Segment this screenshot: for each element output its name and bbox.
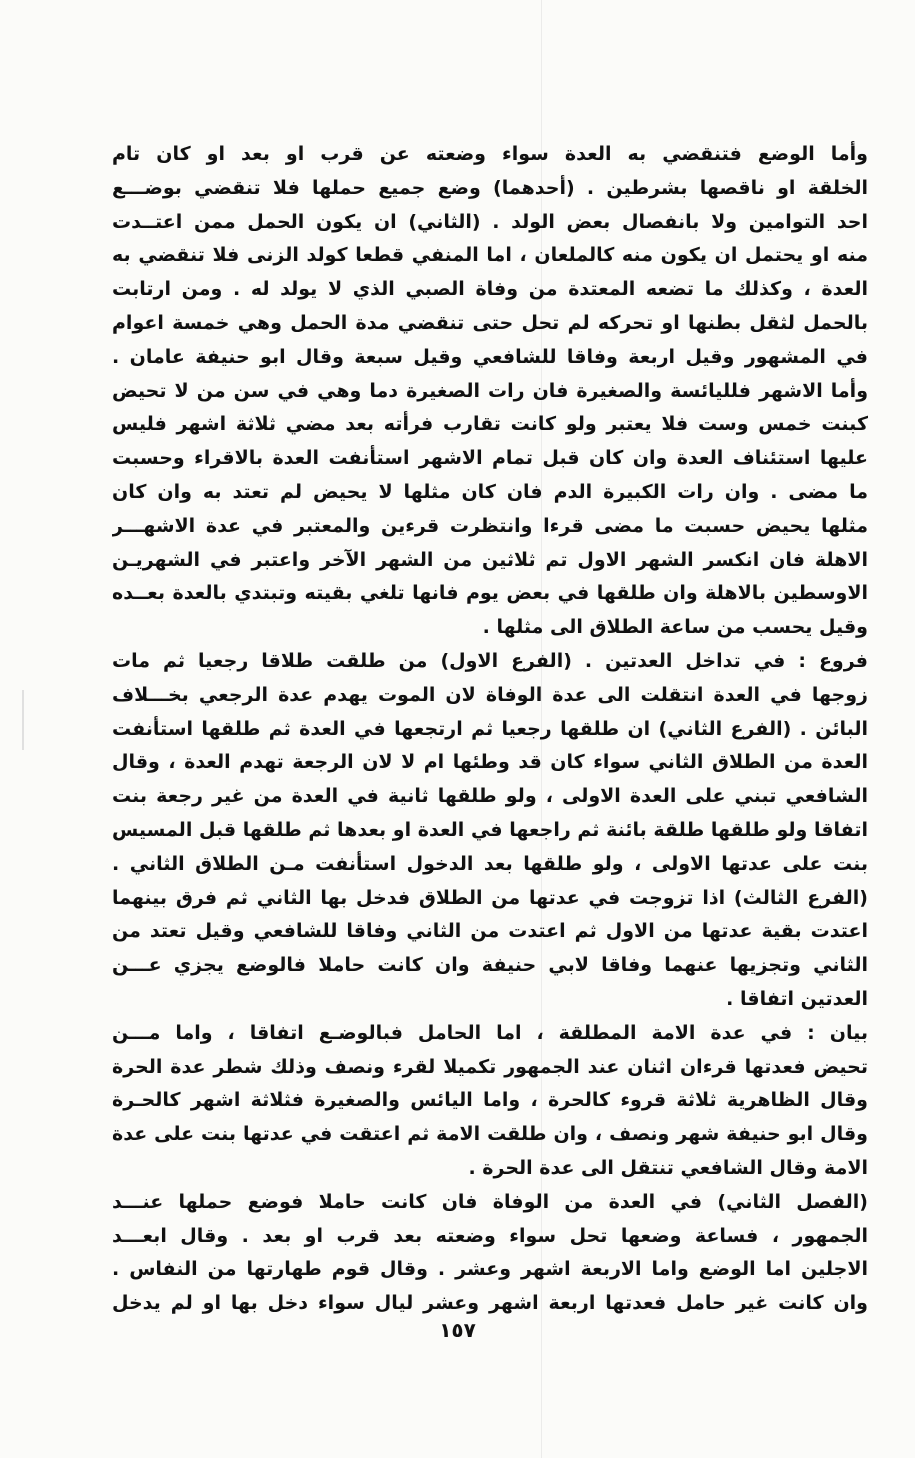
- text-line: وأما الوضع فتنقضي به العدة سواء وضعته عن قرب او بعد او كان تام: [112, 143, 868, 165]
- text-line: كبنت خمس وست فلا يعتبر ولو كانت تقارب فرأته بعد مضي ثلاثة اشهر فليس: [112, 413, 868, 436]
- text-line: اتفاقا ولو طلقها طلقة بائنة ثم راجعها في العدة او بعدها ثم طلقها قبل المسيس: [112, 818, 868, 841]
- text-line: الثاني وتجزيها عنهما وفاقا لابي حنيفة وان كانت حاملا فالوضع يجزي عـــن: [112, 954, 868, 977]
- text-line: العدتين اتفاقا .: [726, 987, 868, 1010]
- text-line: وقال ابو حنيفة شهر ونصف ، وان طلقت الامة ثم اعتقت في عدتها بنت على عدة: [112, 1123, 868, 1146]
- text-line: بنت على عدتها الاولى ، ولو طلقها بعد الدخول استأنفت مـن الطلاق الثاني .: [112, 852, 868, 875]
- text-line: اعتدت بقية عدتها من الاول ثم اعتدت من الثاني وفاقا للشافعي وقيل تعتد من: [112, 920, 868, 943]
- text-line: تحيض فعدتها قرءان اثنان عند الجمهور تكميلا لقرء ونصف وذلك شطر عدة الحرة: [112, 1055, 868, 1078]
- text-line: الاجلين اما الوضع واما الاربعة اشهر وعشر . وقال قوم طهارتها من النفاس .: [112, 1258, 868, 1281]
- page-number: ١٥٧: [439, 1318, 476, 1342]
- text-line: (الفرع الثالث) اذا تزوجت في عدتها من الطلاق فدخل بها الثاني ثم فرق بينهما: [112, 886, 868, 909]
- text-line: الاهلة فان انكسر الشهر الاول تم ثلاثين من الشهر الآخر واعتبر في الشهريـن: [112, 548, 868, 571]
- text-line: الشافعي تبني على العدة الاولى ، ولو طلقها ثانية في العدة من غير رجعة بنت: [112, 785, 868, 808]
- text-line: الامة وقال الشافعي تنتقل الى عدة الحرة .: [468, 1156, 868, 1179]
- text-line: وان كانت غير حامل فعدتها اربعة اشهر وعشر ليال سواء دخل بها او لم يدخل: [112, 1292, 868, 1315]
- text-line: وأما الاشهر فلليائسة والصغيرة فان رات الصغيرة دما وهي في سن من لا تحيض: [112, 379, 868, 402]
- text-line: زوجها في العدة انتقلت الى عدة الوفاة لان الموت يهدم عدة الرجعي بخـــلاف: [112, 683, 868, 706]
- text-line: الجمهور ، فساعة وضعها تحل سواء وضعته بعد قرب او بعد . وقال ابعـــد: [112, 1224, 868, 1247]
- text-line: بيان : في عدة الامة المطلقة ، اما الحامل فبالوضـع اتفاقا ، واما مـــن: [112, 1021, 868, 1044]
- text-line: الخلقة او ناقصها بشرطين . (أحدهما) وضع جميع حملها فلا تنقضي بوضـــع: [112, 176, 868, 199]
- scan-edge-mark: [22, 690, 24, 750]
- text-line: وقال الظاهرية ثلاثة قروء كالحرة ، واما اليائس والصغيرة فثلاثة اشهر كالحـرة: [112, 1089, 868, 1112]
- text-line: (الفصل الثاني) في العدة من الوفاة فان كانت حاملا فوضع حملها عنـــد: [112, 1190, 868, 1213]
- text-line: عليها استئناف العدة وان كان قبل تمام الاشهر استأنفت العدة بالاقراء وحسبت: [112, 447, 868, 470]
- text-line: الاوسطين بالاهلة وان طلقها في بعض يوم فانها تلغي بقيته وتبتدي بالعدة بعــده: [112, 582, 868, 605]
- text-line: العدة من الطلاق الثاني سواء كان قد وطئها ام لا لان الرجعة تهدم العدة ، وقال: [112, 751, 868, 774]
- text-line: بالحمل لثقل بطنها او تحركه لم تحل حتى تنقضي مدة الحمل وهي خمسة اعوام: [112, 311, 868, 334]
- text-line: وقيل يحسب من ساعة الطلاق الى مثلها .: [482, 616, 868, 639]
- text-line: مثلها يحيض حسبت ما مضى قرءا وانتظرت قرءين والمعتبر في عدة الاشهـــر: [112, 514, 868, 537]
- text-line: منه او يحتمل ان يكون منه كالملعان ، اما المنفي قطعا كولد الزنى فلا تنقضي به: [112, 244, 868, 267]
- text-line: فروع : في تداخل العدتين . (الفرع الاول) من طلقت طلاقا رجعيا ثم مات: [112, 649, 868, 672]
- text-line: ما مضى . وان رات الكبيرة الدم فان كان مثلها لا يحيض لم تعتد به وان كان: [112, 480, 868, 503]
- text-line: في المشهور وقيل اربعة وفاقا للشافعي وقيل سبعة وقال ابو حنيفة عامان .: [112, 345, 868, 368]
- text-line: العدة ، وكذلك ما تضعه المعتدة من وفاة الصبي الذي لا يولد له . ومن ارتابت: [112, 278, 868, 301]
- text-line: البائن . (الفرع الثاني) ان طلقها رجعيا ثم ارتجعها في العدة ثم طلقها استأنفت: [112, 717, 868, 740]
- arabic-text-body: [112, 138, 868, 1321]
- text-line: احد التوامين ولا بانفصال بعض الولد . (الثاني) ان يكون الحمل ممن اعتــدت: [112, 210, 868, 233]
